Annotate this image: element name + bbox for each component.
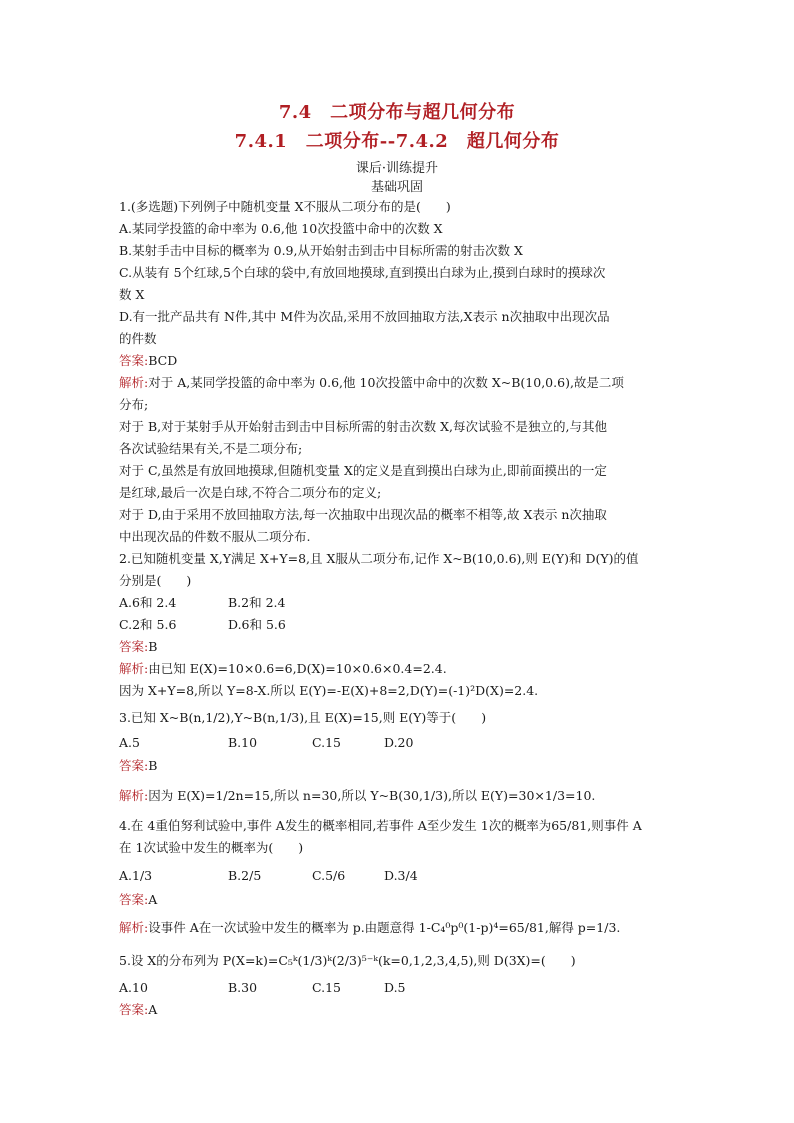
q1-option-a: A.某同学投篮的命中率为 0.6,他 10次投篮中命中的次数 X — [119, 221, 443, 236]
q2-explanation-line2: 因为 X+Y=8,所以 Y=8-X.所以 E(Y)=-E(X)+8=2,D(Y)=(-1)²D(X)=2.4. — [119, 683, 539, 698]
q5-stem: 5.设 X的分布列为 P(X=k)=C₅ᵏ(1/3)ᵏ(2/3)⁵⁻ᵏ(k=0,1,2,3,4,5),则 D(3X)=( ) — [119, 953, 576, 968]
q1-explanation-line5: 对于 C,虽然是有放回地摸球,但随机变量 X的定义是直到摸出白球为止,即前面摸出的一定 — [119, 463, 607, 478]
q1-option-b: B.某射手击中目标的概率为 0.9,从开始射击到击中目标所需的射击次数 X — [119, 243, 523, 258]
q1-option-d-line2: 的件数 — [119, 331, 157, 346]
q4-option-b: B.2/5 — [228, 868, 262, 883]
q5-option-b: B.30 — [228, 980, 258, 995]
q3-explanation-text: 因为 E(X)=1/2n=15,所以 n=30,所以 Y~B(30,1/3),所以 E(Y)=30×1/3=10. — [148, 788, 596, 803]
q2-stem-line1: 2.已知随机变量 X,Y满足 X+Y=8,且 X服从二项分布,记作 X~B(10,0.6),则 E(Y)和 D(Y)的值 — [119, 551, 639, 566]
q1-answer-value: BCD — [148, 353, 178, 368]
q1-explanation-line7: 对于 D,由于采用不放回抽取方法,每一次抽取中出现次品的概率不相等,故 X表示 n次抽取 — [119, 507, 607, 522]
q5-answer-value: A — [148, 1002, 158, 1017]
q5-option-d: D.5 — [384, 980, 406, 995]
q5-answer — [119, 1002, 157, 1018]
q3-option-c: C.15 — [312, 735, 341, 750]
q4-option-a: A.1/3 — [119, 868, 153, 883]
answer-label: 答案: — [119, 758, 149, 773]
q2-option-a: A.6和 2.4 — [119, 595, 177, 610]
q1-explanation-line8: 中出现次品的件数不服从二项分布. — [119, 529, 311, 544]
explanation-label: 解析: — [119, 375, 149, 390]
q3-explanation — [119, 788, 595, 804]
q1-explanation-line2: 分布; — [119, 397, 149, 412]
q1-stem: 1.(多选题)下列例子中随机变量 X不服从二项分布的是( ) — [119, 199, 451, 214]
q3-option-b: B.10 — [228, 735, 258, 750]
q2-answer — [119, 639, 157, 655]
q3-option-a: A.5 — [119, 735, 140, 750]
q1-option-c-line2: 数 X — [119, 287, 145, 302]
q2-explanation-text1: 由已知 E(X)=10×0.6=6,D(X)=10×0.6×0.4=2.4. — [148, 661, 447, 676]
q4-option-c: C.5/6 — [312, 868, 346, 883]
q4-option-d: D.3/4 — [384, 868, 418, 883]
page-subtitle: 7.4.1 二项分布--7.4.2 超几何分布 — [234, 131, 560, 152]
q4-stem-line1: 4.在 4重伯努利试验中,事件 A发生的概率相同,若事件 A至少发生 1次的概率为65/81,则事件 A — [119, 818, 642, 833]
q4-explanation — [119, 920, 620, 936]
q1-explanation-line4: 各次试验结果有关,不是二项分布; — [119, 441, 303, 456]
explanation-label: 解析: — [119, 661, 149, 676]
explanation-label: 解析: — [119, 920, 149, 935]
q2-option-b: B.2和 2.4 — [228, 595, 286, 610]
subsection-heading: 基础巩固 — [370, 180, 423, 195]
answer-label: 答案: — [119, 639, 149, 654]
q5-option-a: A.10 — [119, 980, 148, 995]
q1-explanation-line1 — [119, 375, 624, 391]
q1-answer — [119, 353, 177, 369]
explanation-label: 解析: — [119, 788, 149, 803]
q1-option-d-line1: D.有一批产品共有 N件,其中 M件为次品,采用不放回抽取方法,X表示 n次抽取中出现次品 — [119, 309, 610, 324]
answer-label: 答案: — [119, 353, 149, 368]
q3-answer — [119, 758, 157, 774]
q3-stem: 3.已知 X~B(n,1/2),Y~B(n,1/3),且 E(X)=15,则 E(Y)等于( ) — [119, 710, 487, 725]
section-heading: 课后·训练提升 — [355, 161, 439, 176]
q2-explanation-line1 — [119, 661, 447, 677]
q1-explanation-text1: 对于 A,某同学投篮的命中率为 0.6,他 10次投篮中命中的次数 X~B(10,0.6),故是二项 — [148, 375, 624, 390]
q1-option-c-line1: C.从装有 5个红球,5个白球的袋中,有放回地摸球,直到摸出白球为止,摸到白球时的摸球次 — [119, 265, 606, 280]
q4-answer-value: A — [148, 892, 158, 907]
q2-option-d: D.6和 5.6 — [228, 617, 286, 632]
q1-explanation-line3: 对于 B,对于某射手从开始射击到击中目标所需的射击次数 X,每次试验不是独立的,与其他 — [119, 419, 607, 434]
page-title: 7.4 二项分布与超几何分布 — [278, 102, 516, 123]
q2-option-c: C.2和 5.6 — [119, 617, 177, 632]
answer-label: 答案: — [119, 1002, 149, 1017]
q3-option-d: D.20 — [384, 735, 414, 750]
q4-explanation-text: 设事件 A在一次试验中发生的概率为 p.由题意得 1-C₄⁰p⁰(1-p)⁴=65/81,解得 p=1/3. — [148, 920, 621, 935]
q2-answer-value: B — [148, 639, 158, 654]
q4-answer — [119, 892, 157, 908]
answer-label: 答案: — [119, 892, 149, 907]
q2-stem-line2: 分别是( ) — [119, 573, 192, 588]
q4-stem-line2: 在 1次试验中发生的概率为( ) — [119, 840, 304, 855]
q5-option-c: C.15 — [312, 980, 341, 995]
q3-answer-value: B — [148, 758, 158, 773]
q1-explanation-line6: 是红球,最后一次是白球,不符合二项分布的定义; — [119, 485, 382, 500]
